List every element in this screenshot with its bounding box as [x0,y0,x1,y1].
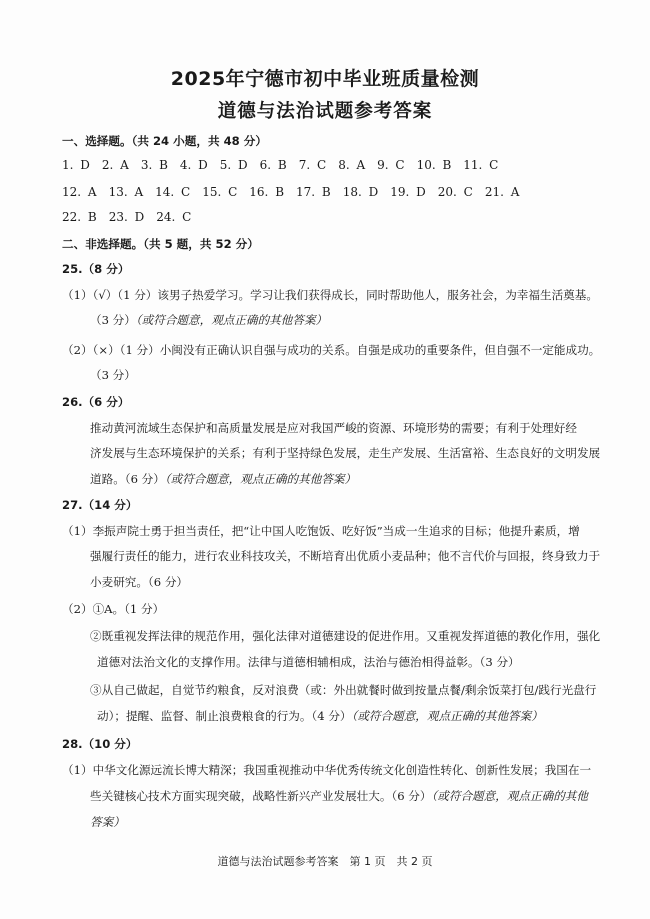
exam-title: 2025年宁德市初中毕业班质量检测 [170,68,480,90]
q27-heading: 27.（14 分） [62,498,138,512]
q28-part1-line2-note: （或符合题意，观点正确的其他 [431,789,588,803]
q25-part1-line1: （1）（√）（1 分）该男子热爱学习。学习让我们获得成长，同时帮助他人，服务社会，为幸福生活奠基。 [62,288,598,302]
answer-key-subtitle: 道德与法治试题参考答案 [217,101,433,122]
q25-part2-line1: （2）（×）（1 分）小闽没有正确认识自强与成功的关系。自强是成功的重要条件，但自强不一定能成功。 [62,343,601,357]
mc-answers-row-1: 1. D 2. A 3. B 4. D 5. D 6. B 7. C 8. A 9. C 10. B 11. C [62,158,499,172]
section2-heading: 二、非选择题。（共 5 题，共 52 分） [62,237,259,251]
q27-part2-line1: （2）①A。（1 分） [62,602,165,616]
q27-part2-line4: ③从自己做起，自觉节约粮食，反对浪费（或：外出就餐时做到按量点餐/剩余饭菜打包/践行光盘行 [90,683,597,697]
q26-line3-note: （或符合题意，观点正确的其他答案） [164,472,357,486]
q28-heading: 28.（10 分） [62,737,138,751]
q26-line3 [90,471,356,487]
q25-heading: 25.（8 分） [62,262,130,276]
q26-line3-text: 道路。（6 分） [90,472,165,486]
q25-part1-score: （3 分） [90,313,136,327]
section1-heading: 一、选择题。（共 24 小题，共 48 分） [62,134,267,148]
q28-part1-line2 [90,788,588,804]
q26-heading: 26.（6 分） [62,395,130,409]
mc-answers-row-3: 22. B 23. D 24. C [62,210,192,224]
q27-part1-line3: 小麦研究。（6 分） [90,575,189,589]
q27-part2-line3: 道德对法治文化的支撑作用。法律与道德相辅相成，法治与德治相得益彰。（3 分） [97,655,520,669]
q27-part2-line5-text: 动）；提醒、监督、制止浪费粮食的行为。（4 分） [97,709,352,723]
q28-part1-line3-note: 答案） [90,815,125,829]
q28-part1-line2-text: 些关键核心技术方面实现突破，战略性新兴产业发展壮大。（6 分） [90,789,432,803]
q28-part1-line1: （1）中华文化源远流长博大精深；我国重视推动中华优秀传统文化创造性转化、创新性发展；我国在一 [62,763,592,777]
q27-part1-line2: 强履行责任的能力，进行农业科技攻关，不断培育出优质小麦品种；他不言代价与回报，终身致力于 [90,549,601,563]
q26-line1: 推动黄河流域生态保护和高质量发展是应对我国严峻的资源、环境形势的需要；有利于处理好经 [90,421,577,435]
q26-line2: 济发展与生态环境保护的关系；有利于坚持绿色发展，走生产发展、生活富裕、生态良好的文明发展 [90,446,601,460]
mc-answers-row-2: 12. A 13. A 14. C 15. C 16. B 17. B 18. D 19. D 20. C 21. A [62,185,520,199]
q27-part2-line5-note: （或符合题意，观点正确的其他答案） [351,709,543,723]
q27-part2-line5 [97,708,543,724]
q27-part2-line2: ②既重视发挥法律的规范作用，强化法律对道德建设的促进作用。又重视发挥道德的教化作用，强化 [90,629,601,643]
page-footer: 道德与法治试题参考答案 第 1 页 共 2 页 [217,855,433,868]
q25-part1-note: （或符合题意，观点正确的其他答案） [135,313,328,327]
q25-part2-line2: （3 分） [90,368,136,382]
q25-part1-line2 [90,312,327,328]
q27-part1-line1: （1）李振声院士勇于担当责任，把“让中国人吃饱饭、吃好饭”当成一生追求的目标；他提升素质，增 [62,524,580,538]
